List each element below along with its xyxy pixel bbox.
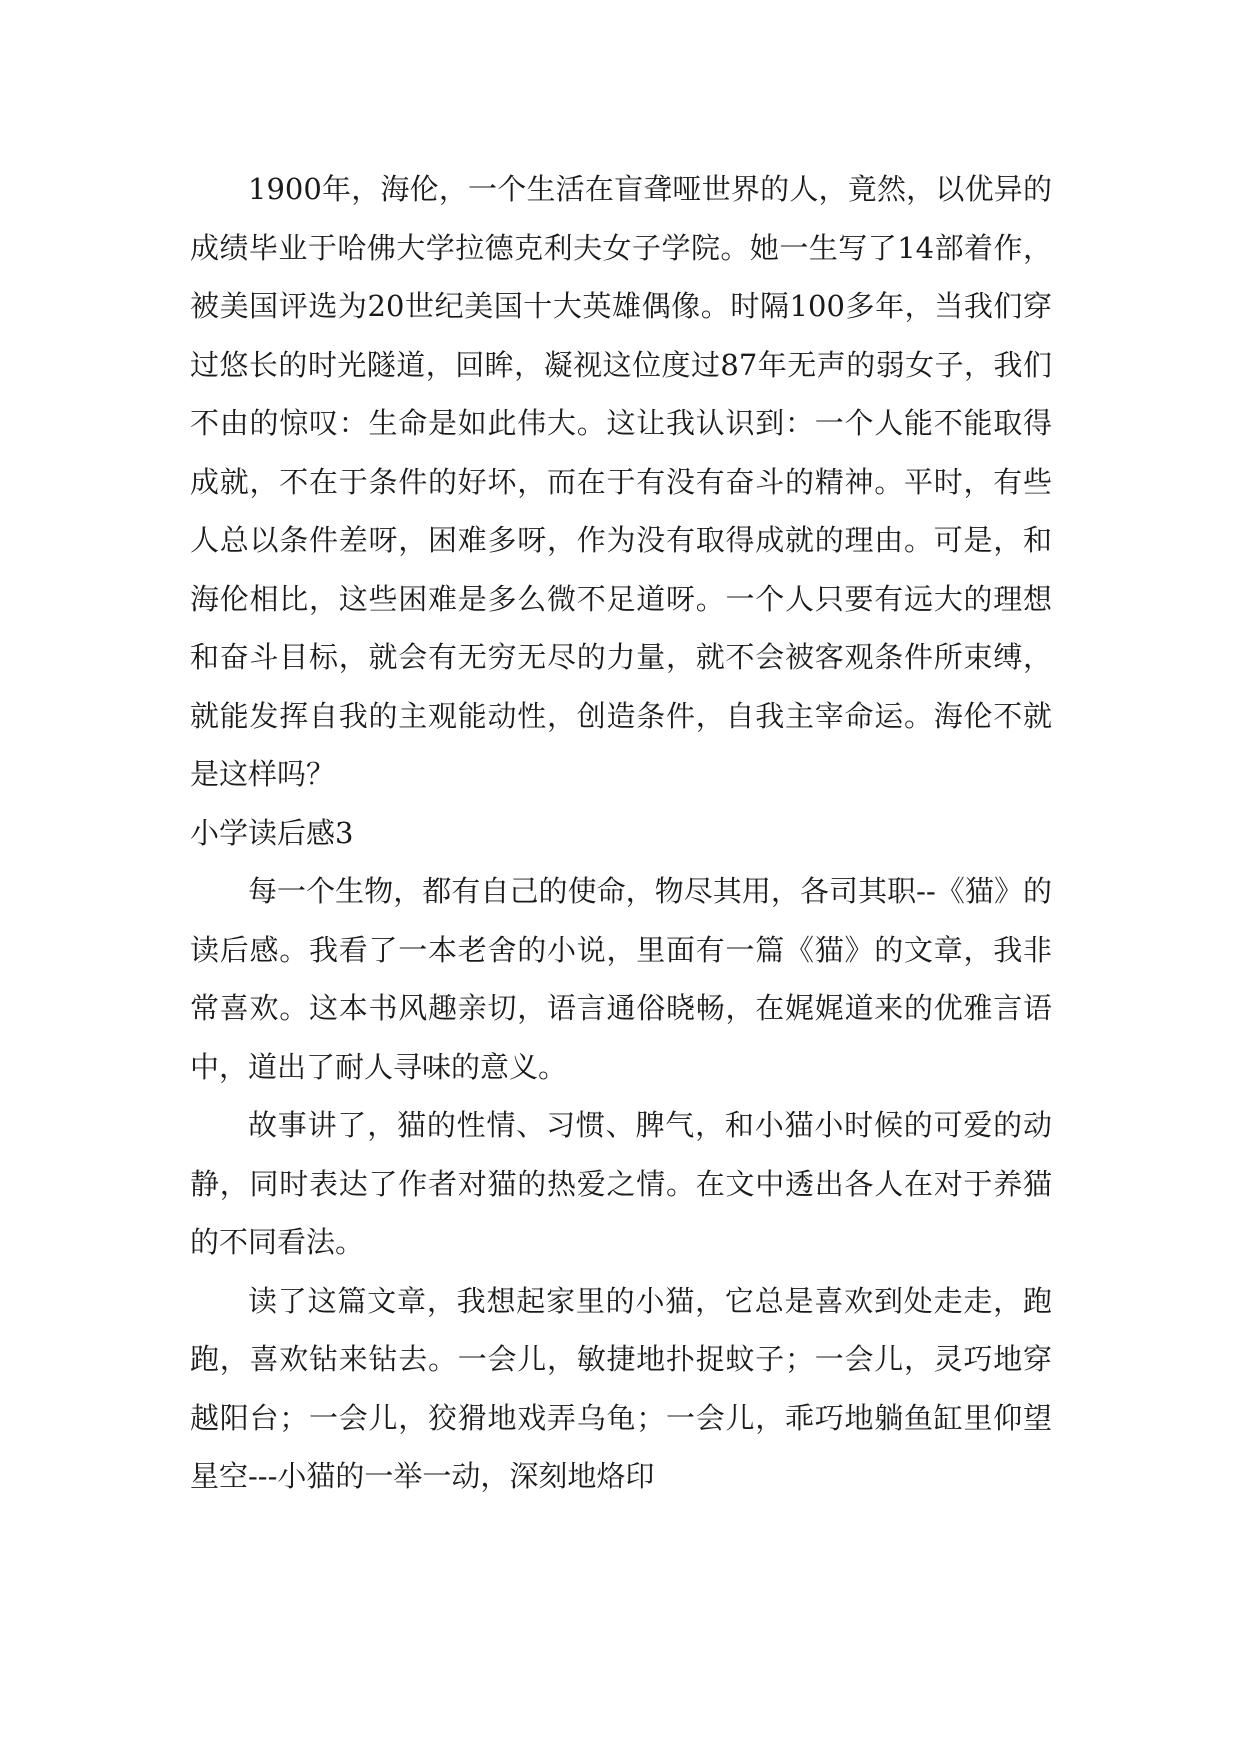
paragraph-cat-intro: 每一个生物，都有自己的使命，物尽其用，各司其职--《猫》的读后感。我看了一本老舍的小说，里面有一篇《猫》的文章，我非常喜欢。这本书风趣亲切，语言通俗晓畅，在娓娓道来的优雅言语中，道出了耐人寻味的意义。 — [190, 874, 1052, 1084]
section-heading: 小学读后感3 — [190, 815, 354, 850]
document-body — [190, 160, 1052, 1506]
paragraph-helen: 1900年，海伦，一个生活在盲聋哑世界的人，竟然，以优异的成绩毕业于哈佛大学拉德克利夫女子学院。她一生写了14部着作，被美国评选为20世纪美国十大英雄偶像。时隔100多年，当我们穿过悠长的时光隧道，回眸，凝视这位度过87年无声的弱女子，我们不由的惊叹：生命是如此伟大。这让我认识到：一个人能不能取得成就，不在于条件的好坏，而在于有没有奋斗的精神。平时，有些人总以条件差呀，困难多呀，作为没有取得成就的理由。可是，和海伦相比，这些困难是多么微不足道呀。一个人只要有远大的理想和奋斗目标，就会有无穷无尽的力量，就不会被客观条件所束缚，就能发挥自我的主观能动性，创造条件，自我主宰命运。海伦不就是这样吗？ — [190, 172, 1052, 791]
paragraph-home-cat: 读了这篇文章，我想起家里的小猫，它总是喜欢到处走走，跑跑，喜欢钻来钻去。一会儿，敏捷地扑捉蚊子；一会儿，灵巧地穿越阳台；一会儿，狡猾地戏弄乌龟；一会儿，乖巧地躺鱼缸里仰望星空---小猫的一举一动，深刻地烙印 — [190, 1283, 1052, 1493]
paragraph-cat-story: 故事讲了，猫的性情、习惯、脾气，和小猫小时候的可爱的动静，同时表达了作者对猫的热爱之情。在文中透出各人在对于养猫的不同看法。 — [190, 1108, 1052, 1259]
